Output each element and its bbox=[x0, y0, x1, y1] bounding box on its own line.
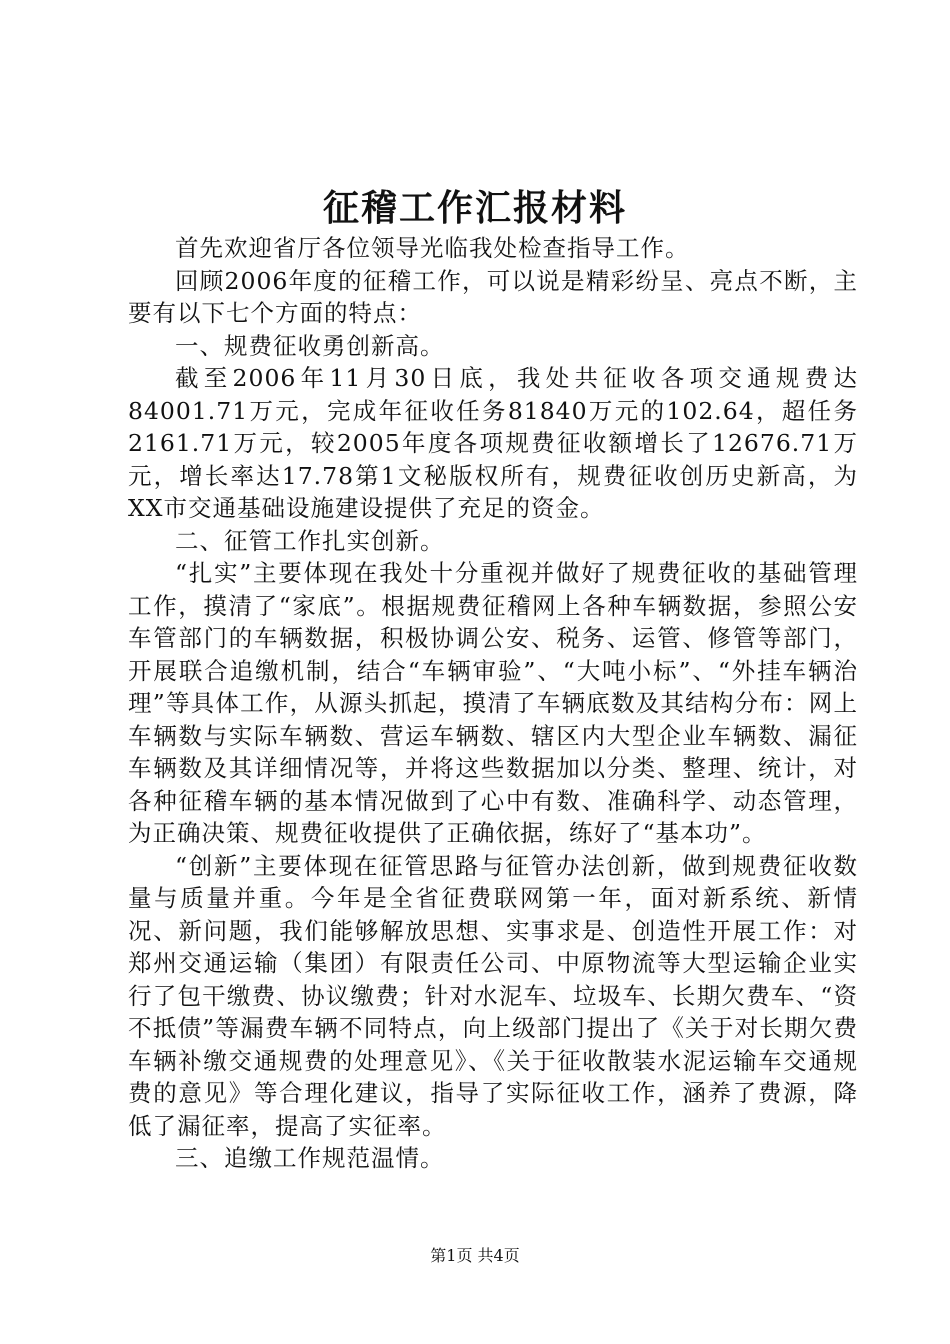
paragraph-innovation: “创新”主要体现在征管思路与征管办法创新，做到规费征收数量与质量并重。今年是全省征费联网第一年，面对新系统、新情况、新问题，我们能够解放思想、实事求是、创造性开展工作：对郑州交通运输（集团）有限责任公司、中原物流等大型运输企业实行了包干缴费、协议缴费；针对水泥车、垃圾车、长期欠费车、“资不抵债”等漏费车辆不同特点，向上级部门提出了《关于对长期欠费车辆补缴交通规费的处理意见》、《关于征收散装水泥运输车交通规费的意见》等合理化建议，指导了实际征收工作，涵养了费源，降低了漏征率，提高了实征率。 bbox=[128, 851, 858, 1140]
document-body bbox=[128, 232, 858, 1175]
document-title: 征稽工作汇报材料 bbox=[322, 187, 627, 229]
paragraph-greeting: 首先欢迎省厅各位领导光临我处检查指导工作。 bbox=[175, 234, 690, 262]
heading-section-1: 一、规费征收勇创新高。 bbox=[175, 331, 445, 360]
page-footer: 第1页 共4页 bbox=[430, 1246, 520, 1265]
paragraph-solid-work: “扎实”主要体现在我处十分重视并做好了规费征收的基础管理工作，摸清了“家底”。根据规费征稽网上各种车辆数据，参照公安车管部门的车辆数据，积极协调公安、税务、运管、修管等部门，开展联合追缴机制，结合“车辆审验”、“大吨小标”、“外挂车辆治理”等具体工作，从源头抓起，摸清了车辆底数及其结构分布：网上车辆数与实际车辆数、营运车辆数、辖区内大型企业车辆数、漏征车辆数及其详细情况等，并将这些数据加以分类、整理、统计，对各种征稽车辆的基本情况做到了心中有数、准确科学、动态管理，为正确决策、规费征收提供了正确依据，练好了“基本功”。 bbox=[128, 559, 858, 847]
heading-section-3: 三、追缴工作规范温情。 bbox=[175, 1144, 445, 1172]
paragraph-fee-collection: 截至2006年11月30日底，我处共征收各项交通规费达84001.71万元，完成年征收任务81840万元的102.64，超任务2161.71万元，较2005年度各项规费征收额增长了12676.71万元，增长率达17.78第1文秘版权所有，规费征收创历史新高，为XX市交通基础设施建设提供了充足的资金。 bbox=[128, 364, 858, 522]
heading-section-2: 二、征管工作扎实创新。 bbox=[175, 526, 445, 555]
paragraph-review: 回顾2006年度的征稽工作，可以说是精彩纷呈、亮点不断，主要有以下七个方面的特点： bbox=[128, 266, 858, 327]
